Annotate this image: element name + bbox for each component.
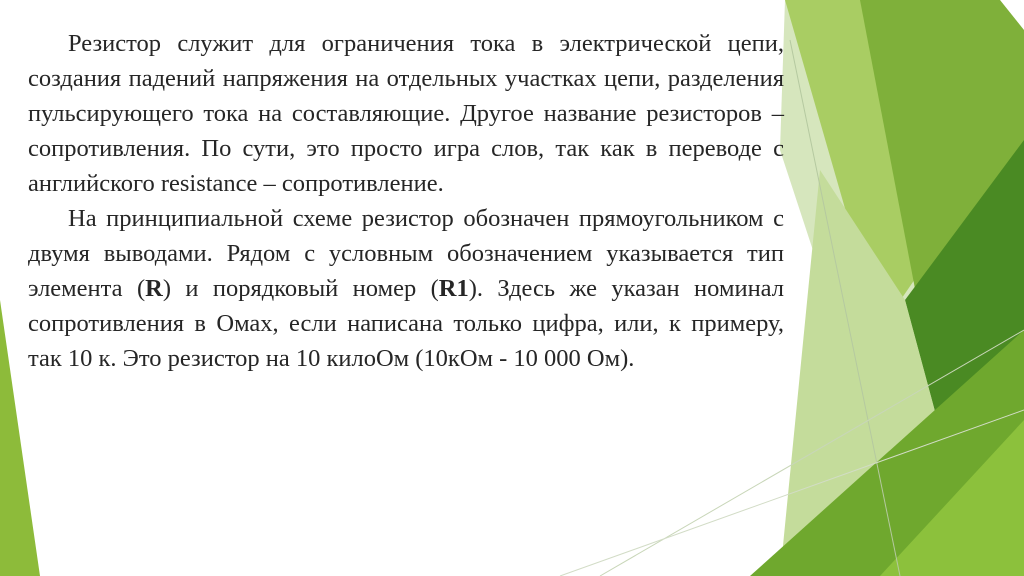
bold-term: R xyxy=(145,275,163,302)
text-run: На принципиальной схеме резистор обозначен прямоугольником с двумя выводами. Рядом с условным обозначением указывается тип элемента ( xyxy=(28,205,784,302)
slide-text xyxy=(28,26,784,376)
text-run: ) и порядковый номер ( xyxy=(162,275,439,302)
paragraph-2 xyxy=(28,201,784,376)
text-run: Резистор служит для ограничения тока в электрической цепи, создания падений напряжения на отдельных участках цепи, разделения пульсирующего тока на составляющие. Другое название резисторов – сопротивления. По сути, это просто игра слов, так как в переводе с английского resistance – сопротивление. xyxy=(28,30,784,197)
text-run: ). Здесь же указан номинал сопротивления в Омах, если написана только цифра, или, к примеру, так 10 к. Это резистор на 10 килоОм (10кОм - 10 000 Ом). xyxy=(28,275,784,372)
bold-term: R1 xyxy=(438,275,469,302)
paragraph-1 xyxy=(28,26,784,201)
